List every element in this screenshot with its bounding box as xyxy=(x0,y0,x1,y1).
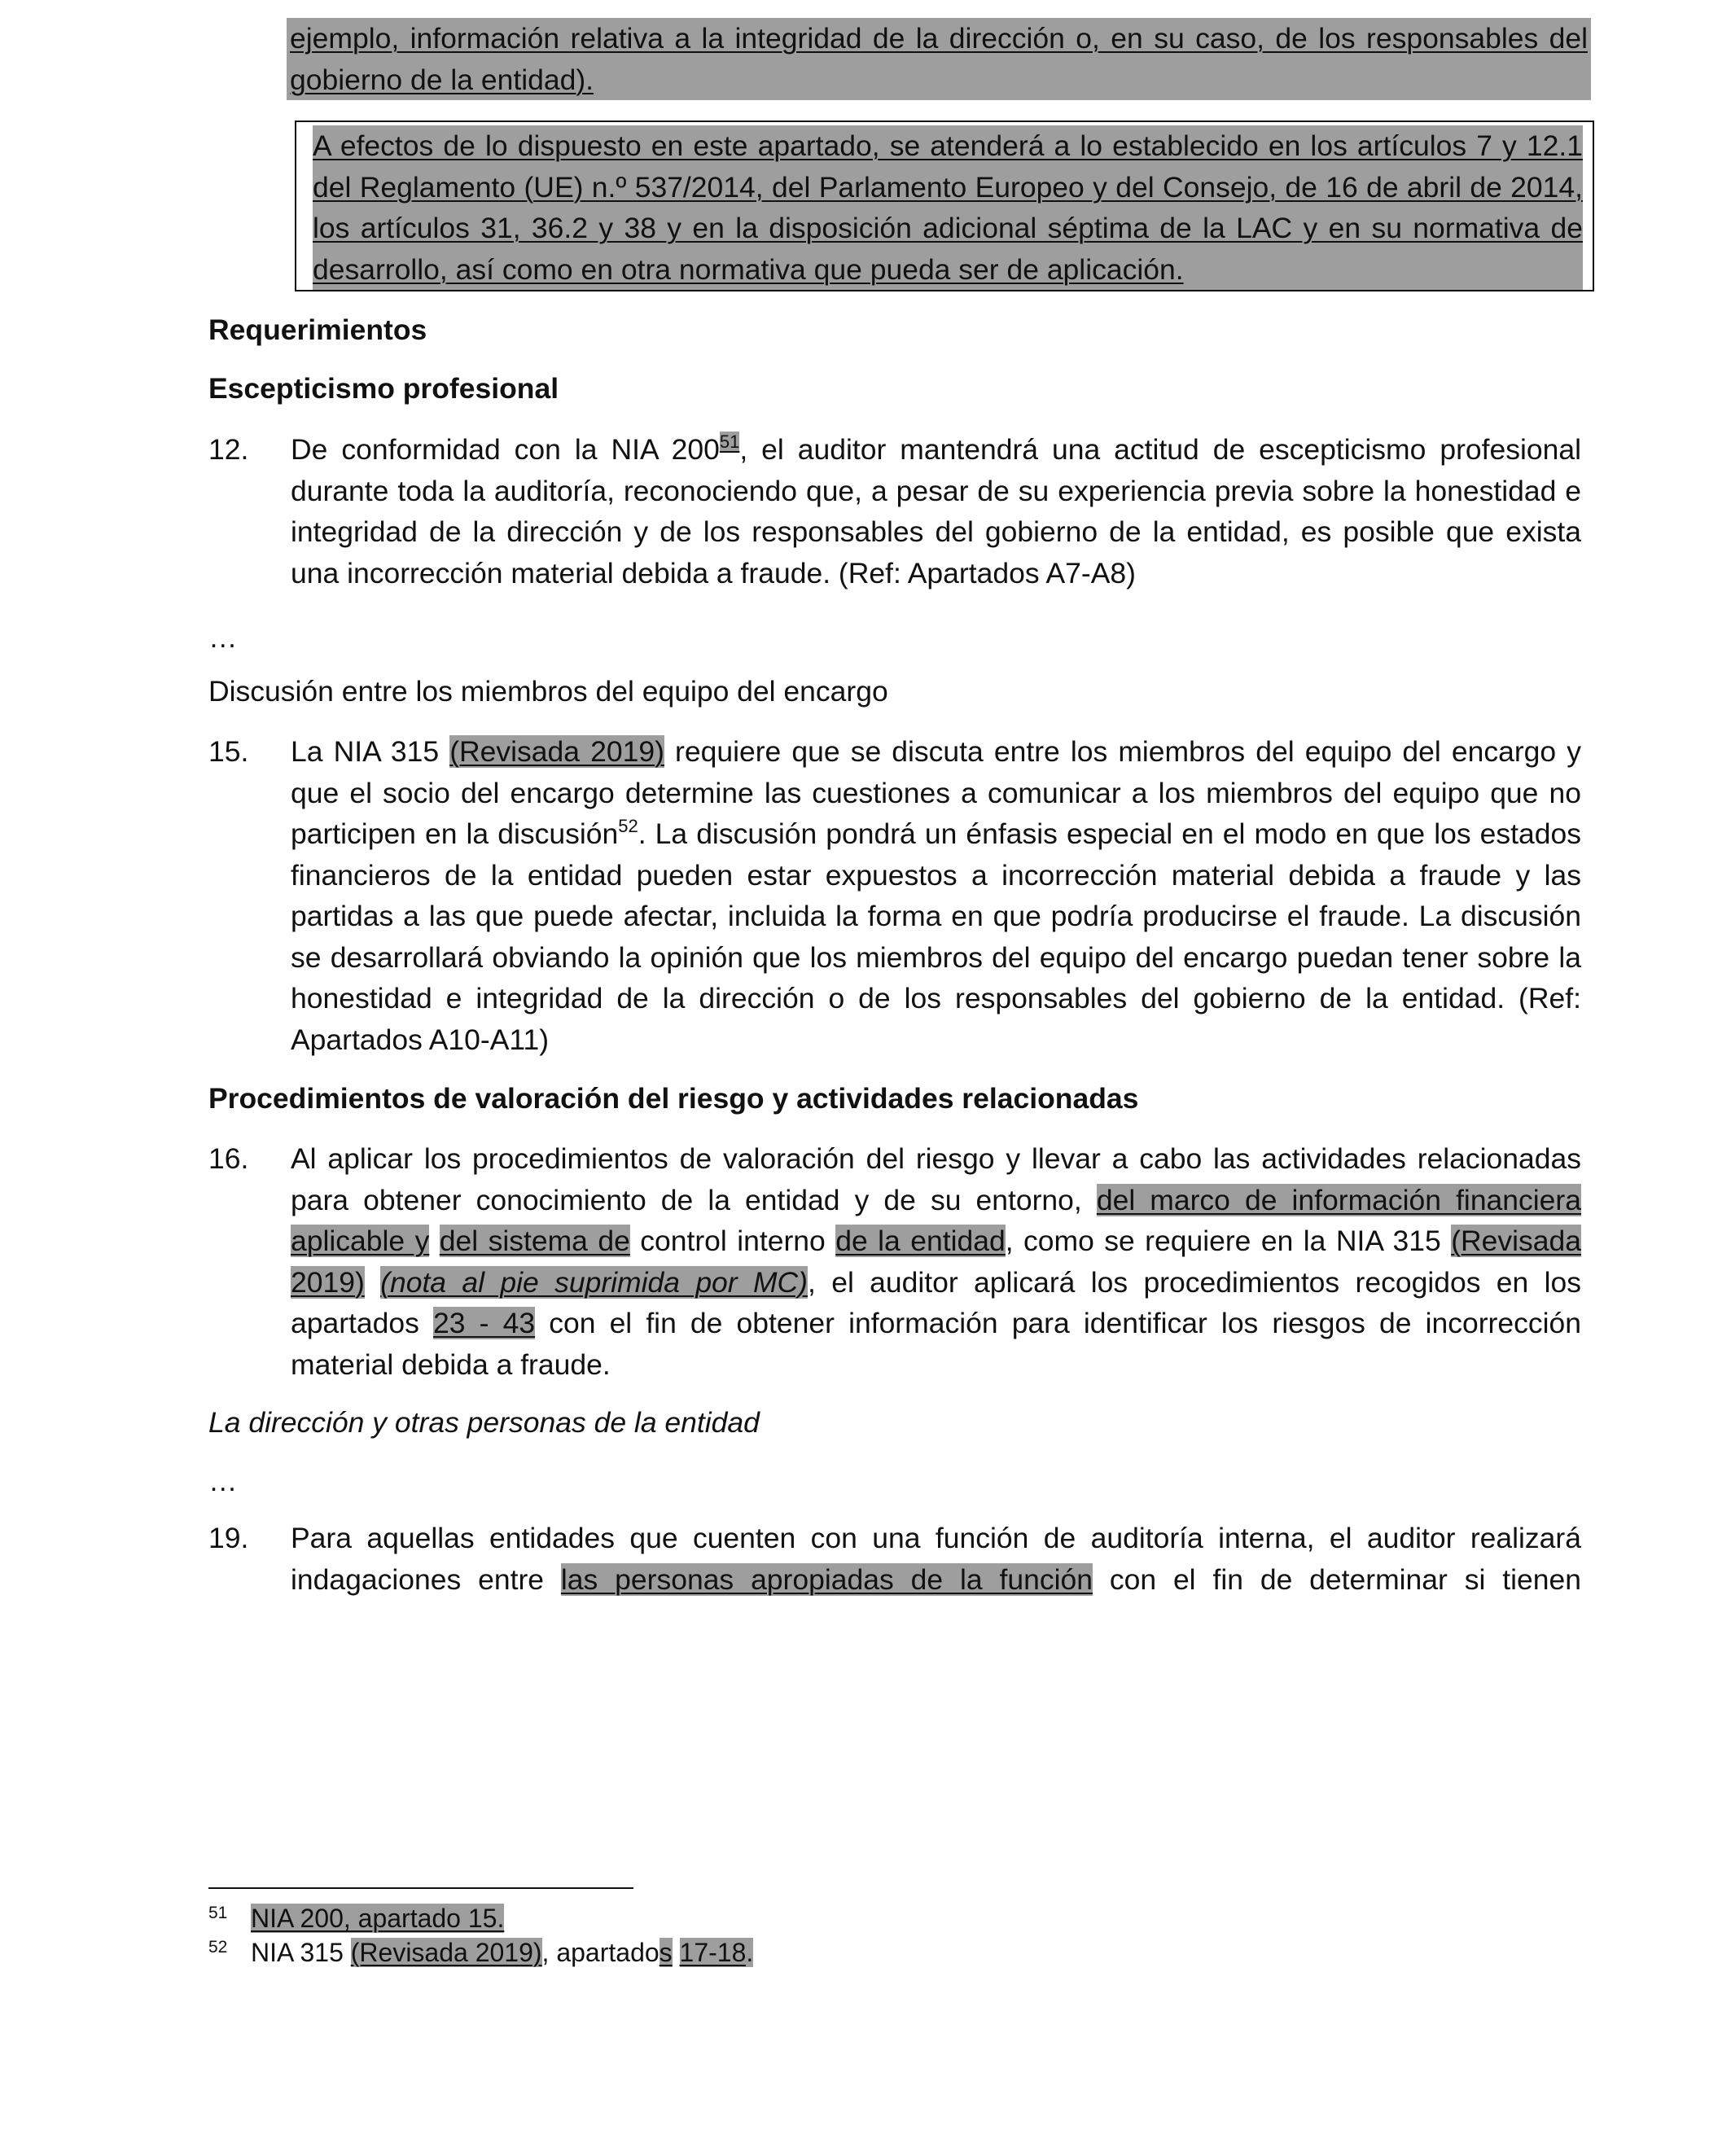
paragraph-number: 15. xyxy=(208,735,249,768)
heading-escepticismo-profesional: Escepticismo profesional xyxy=(208,372,559,405)
paragraph-text: De conformidad con la NIA $200^{51}$, el auditor mantendrá una actitud de escepticismo profesional durante toda la auditoría, reconociendo que, a pesar de su experiencia previa sobre la honestidad e integridad de la dirección y de los responsables del gobierno de la entidad, es posible que exista una incorrección material debida a fraude. (Ref: Apartados A7-A8) xyxy=(291,432,1581,589)
paragraph-number: 16. xyxy=(208,1142,249,1175)
heading-discusion: Discusión entre los miembros del equipo del encargo xyxy=(208,675,888,708)
paragraph-text: Para aquellas entidades que cuenten con una función de auditoría interna, el auditor realizará indagaciones entre las personas apropiadas de la función con el fin de determinar si tienen xyxy=(291,1522,1581,1596)
paragraph-16 xyxy=(208,1138,1581,1385)
ellipsis: … xyxy=(208,1465,238,1497)
highlighted-continuation-text: ejemplo, información relativa a la integridad de la dirección o, en su caso, de los responsables del gobierno de la entidad). xyxy=(287,18,1591,100)
footnote-text: NIA 315 (Revisada 2019), apartados 17-18. xyxy=(251,1938,754,1967)
paragraph-15 xyxy=(208,731,1581,1060)
paragraph-text: Al aplicar los procedimientos de valoración del riesgo y llevar a cabo las actividades relacionadas para obtener conocimiento de la entidad y de su entorno, del marco de información financiera aplicable y del sistema de control interno de la entidad, como se requiere en la NIA 315 (Revisada 2019) (nota al pie suprimida por MC), el auditor aplicará los procedimientos recogidos en los apartados 23 - 43 con el fin de obtener información para identificar los riesgos de incorrección material debida a fraude. xyxy=(291,1142,1582,1381)
paragraph-number: 12. xyxy=(208,433,249,466)
ellipsis: … xyxy=(208,621,238,654)
footnote-separator xyxy=(208,1887,633,1889)
footnote-52 xyxy=(208,1936,753,1969)
footnote-text: NIA 200, apartado 15. xyxy=(251,1904,505,1933)
footnote-number: 52 xyxy=(208,1938,228,1957)
paragraph-text: La NIA 315 (Revisada 2019) requiere que se discuta entre los miembros del equipo del encargo y que el socio del encargo determine las cuestiones a comunicar a los miembros del equipo que no participen en la discusión$^{52}$. La discusión pondrá un énfasis especial en el modo en que los estados financieros de la entidad pueden estar expuestos a incorrección material debida a fraude y las partidas a las que puede afectar, incluida la forma en que podría producirse el fraude. La discusión se desarrollará obviando la opinión que los miembros del equipo del encargo puedan tener sobre la honestidad e integridad de la dirección o de los responsables del gobierno de la entidad. (Ref: Apartados A10-A11) xyxy=(291,735,1582,1056)
footnote-ref-51[interactable]: 51 xyxy=(719,432,740,452)
paragraph-19 xyxy=(208,1518,1581,1600)
boxed-note-text: A efectos de lo dispuesto en este apartado, se atenderá a lo establecido en los artículos 7 y 12.1 del Reglamento (UE) n.º 537/2014, del Parlamento Europeo y del Consejo, de 16 de abril de 2014, los artículos 31, 36.2 y 38 y en la disposición adicional séptima de la LAC y en su normativa de desarrollo, así como en otra normativa que pueda ser de aplicación. xyxy=(313,125,1583,290)
footnote-number: 51 xyxy=(208,1904,228,1922)
heading-requerimientos: Requerimientos xyxy=(208,313,427,346)
heading-direccion: La dirección y otras personas de la entidad xyxy=(208,1406,760,1439)
footnote-51 xyxy=(208,1902,504,1935)
paragraph-12 xyxy=(208,429,1581,594)
footnote-ref-52[interactable]: 52 xyxy=(618,816,638,836)
heading-procedimientos: Procedimientos de valoración del riesgo y actividades relacionadas xyxy=(208,1082,1139,1115)
paragraph-number: 19. xyxy=(208,1522,249,1554)
boxed-note xyxy=(295,121,1594,291)
